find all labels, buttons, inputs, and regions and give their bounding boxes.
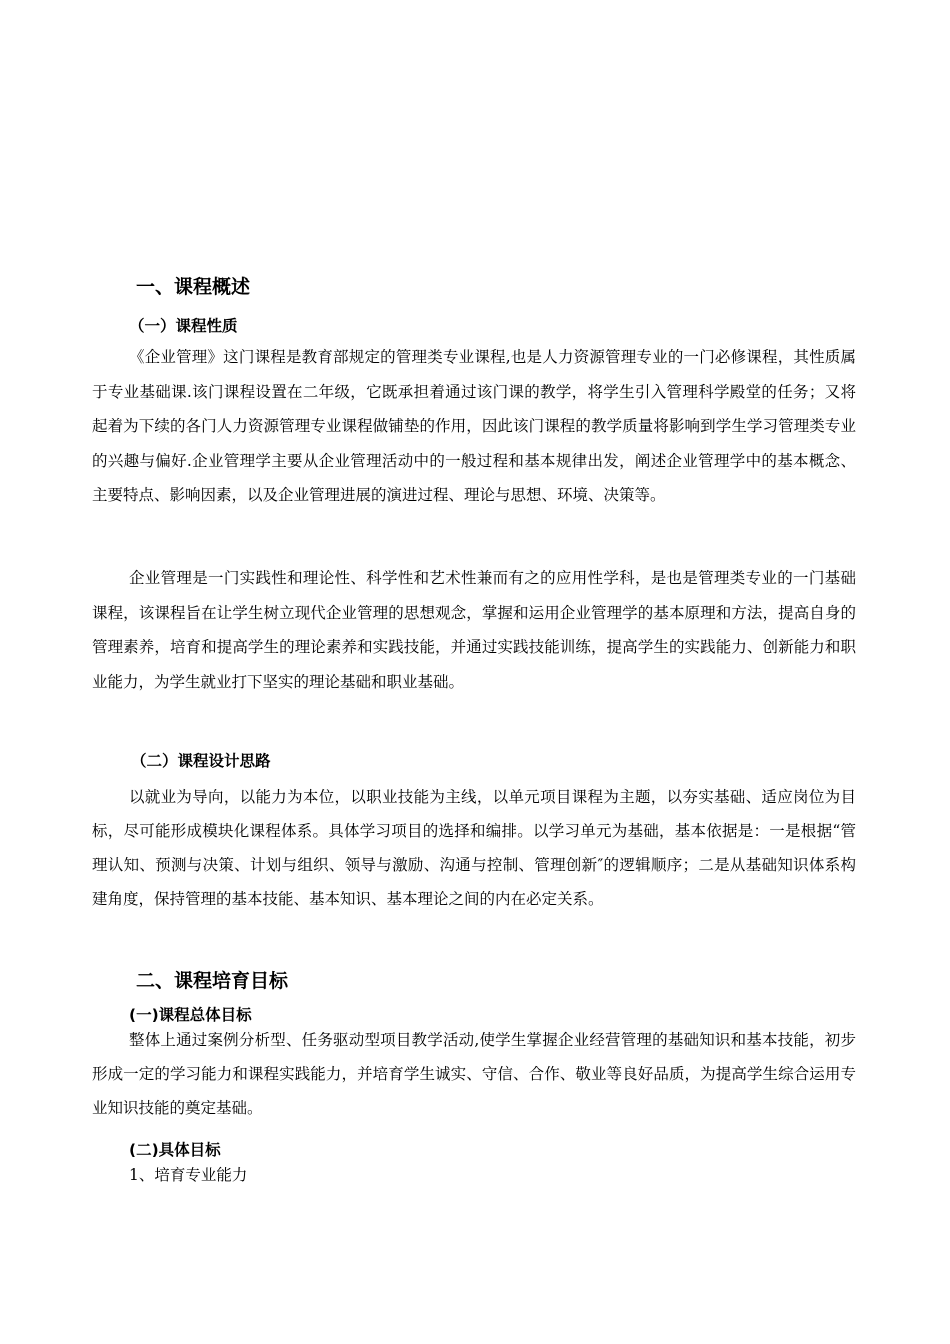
section-1-1-heading: （一）课程性质 <box>129 317 238 335</box>
course-nature-paragraph-2: 企业管理是一门实践性和理论性、科学性和艺术性兼而有之的应用性学科，是也是管理类专业的一门基础课程，该课程旨在让学生树立现代企业管理的思想观念，掌握和运用企业管理学的基本原理和方法，提高自身的管理素养，培育和提高学生的理论素养和实践技能，并通过实践技能训练，提高学生的实践能力、创新能力和职业能力，为学生就业打下坚实的理论基础和职业基础。 <box>92 569 856 691</box>
section-2-2-heading: (二)具体目标 <box>129 1141 221 1159</box>
design-idea-paragraph: 以就业为导向，以能力为本位，以职业技能为主线，以单元项目课程为主题，以夯实基础、适应岗位为目标，尽可能形成模块化课程体系。具体学习项目的选择和编排。以学习单元为基础，基本依据是：一是根据“管理认知、预测与决策、计划与组织、领导与激励、沟通与控制、管理创新″的逻辑顺序；二是从基础知识体系构建角度，保持管理的基本技能、基本知识、基本理论之间的内在必定关系。 <box>92 788 856 908</box>
course-nature-paragraph-1: 《企业管理》这门课程是教育部规定的管理类专业课程,也是人力资源管理专业的一门必修课程，其性质属于专业基础课.该门课程设置在二年级，它既承担着通过该门课的教学，将学生引入管理科学殿堂的任务；又将起着为下续的各门人力资源管理专业课程做铺垫的作用，因此该门课程的教学质量将影响到学生学习管理类专业的兴趣与偏好.企业管理学主要从企业管理活动中的一般过程和基本规律出发，阐述企业管理学中的基本概念、主要特点、影响因素，以及企业管理进展的演进过程、理论与思想、环境、决策等。 <box>92 348 856 504</box>
section-1-2-heading: （二）课程设计思路 <box>131 752 271 770</box>
list-item-1: 1、培育专业能力 <box>129 1166 248 1184</box>
section-2-heading: 二、课程培育目标 <box>136 970 289 992</box>
section-2-1-heading: (一)课程总体目标 <box>129 1006 252 1024</box>
section-1-heading: 一、课程概述 <box>136 276 251 298</box>
overall-goal-paragraph: 整体上通过案例分析型、任务驱动型项目教学活动,使学生掌握企业经营管理的基础知识和基本技能，初步形成一定的学习能力和课程实践能力，并培育学生诚实、守信、合作、敬业等良好品质，为提高学生综合运用专业知识技能的奠定基础。 <box>92 1031 856 1117</box>
